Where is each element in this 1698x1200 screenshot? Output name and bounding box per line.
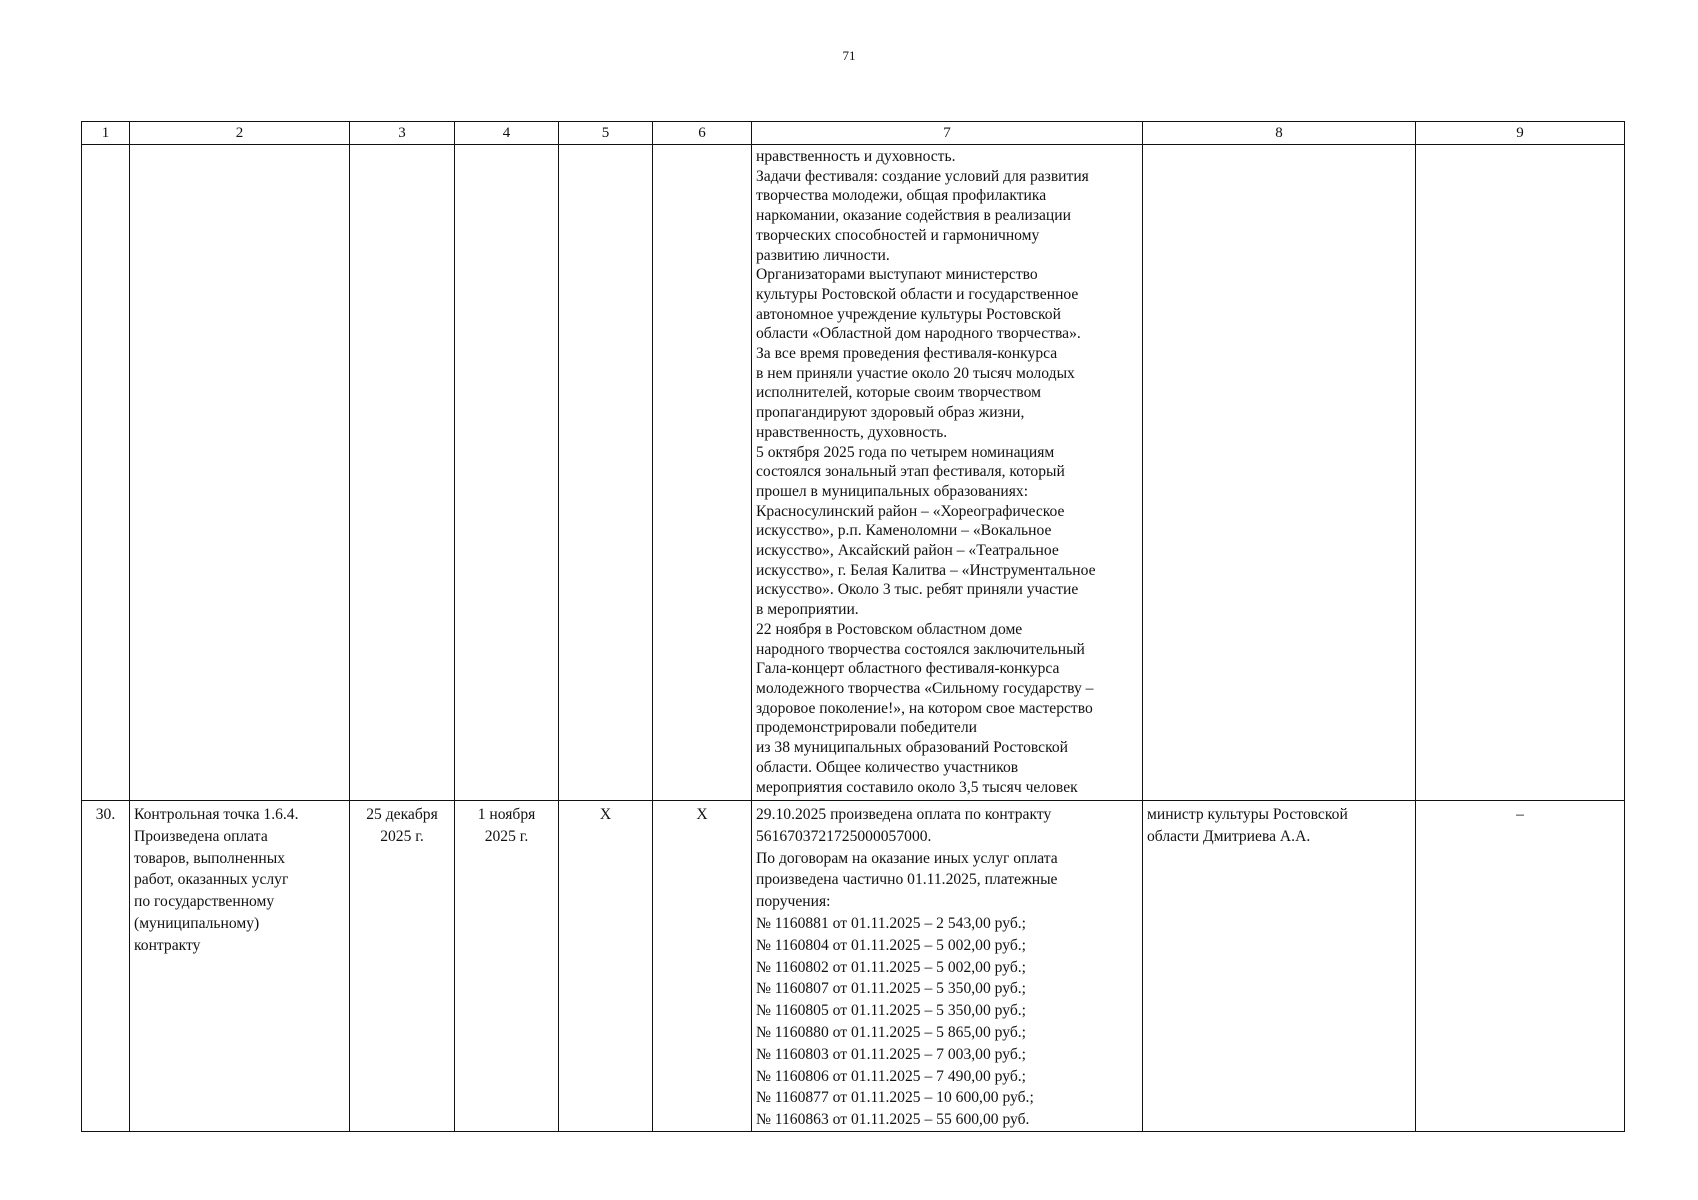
- text-line: наркомании, оказание содействия в реализации: [756, 207, 1071, 225]
- cell-empty: [130, 145, 350, 801]
- column-header-1: 1: [82, 122, 130, 145]
- text-line: произведена частично 01.11.2025, платежные: [756, 871, 1058, 889]
- page-number: 71: [842, 48, 856, 63]
- text-line: Организаторами выступают министерство: [756, 266, 1038, 284]
- text-line: области Дмитриева А.А.: [1147, 827, 1311, 845]
- table-row-continuation: [82, 145, 1625, 801]
- text-line: № 1160806 от 01.11.2025 – 7 490,00 руб.;: [756, 1067, 1026, 1085]
- text-line: По договорам на оказание иных услуг оплата: [756, 849, 1058, 867]
- text-line: мероприятия составило около 3,5 тысяч человек: [756, 778, 1078, 796]
- report-table: [81, 121, 1625, 1132]
- text-line: 1 ноября: [477, 806, 536, 823]
- text-line: прошел в муниципальных образованиях:: [756, 482, 1029, 500]
- cell-empty: [653, 145, 752, 801]
- text-line: из 38 муниципальных образований Ростовской: [756, 739, 1068, 757]
- text-line: № 1160802 от 01.11.2025 – 5 002,00 руб.;: [756, 958, 1026, 976]
- text-line: пропагандируют здоровый образ жизни,: [756, 404, 1025, 422]
- text-line: автономное учреждение культуры Ростовской: [756, 305, 1061, 323]
- text-line: области «Областной дом народного творчества».: [756, 325, 1081, 343]
- text-line: молодежного творчества «Сильному государству –: [756, 679, 1094, 697]
- text-line: 22 ноября в Ростовском областном доме: [756, 620, 1023, 638]
- text-line: контракту: [134, 936, 201, 954]
- text-line: № 1160804 от 01.11.2025 – 5 002,00 руб.;: [756, 936, 1026, 954]
- row-number: 30.: [82, 801, 130, 1132]
- text-line: № 1160880 от 01.11.2025 – 5 865,00 руб.;: [756, 1023, 1026, 1041]
- col5-mark: X: [559, 801, 653, 1132]
- text-line: Произведена оплата: [134, 827, 268, 845]
- text-line: Красносулинский район – «Хореографическое: [756, 502, 1065, 520]
- text-line: (муниципальному): [134, 914, 260, 932]
- continuation-text-cell: [752, 145, 1143, 801]
- text-line: народного творчества состоялся заключительный: [756, 640, 1085, 658]
- text-line: 25 декабря: [366, 806, 438, 823]
- cell-empty: [350, 145, 455, 801]
- cell-empty: [1143, 145, 1416, 801]
- cell-empty: [559, 145, 653, 801]
- cell-empty: [455, 145, 559, 801]
- text-line: № 1160863 от 01.11.2025 – 55 600,00 руб.: [756, 1111, 1030, 1129]
- cell-empty: [1416, 145, 1625, 801]
- text-line: Задачи фестиваля: создание условий для развития: [756, 167, 1089, 185]
- text-line: 29.10.2025 произведена оплата по контракту: [756, 806, 1052, 823]
- text-line: № 1160807 от 01.11.2025 – 5 350,00 руб.;: [756, 980, 1026, 998]
- column-header-3: 3: [350, 122, 455, 145]
- text-line: 5616703721725000057000.: [756, 827, 932, 845]
- text-line: состоялся зональный этап фестиваля, который: [756, 463, 1065, 481]
- text-line: товаров, выполненных: [134, 849, 286, 867]
- text-line: 2025 г.: [380, 827, 424, 845]
- text-line: в нем приняли участие около 20 тысяч молодых: [756, 364, 1075, 382]
- text-line: № 1160803 от 01.11.2025 – 7 003,00 руб.;: [756, 1045, 1026, 1063]
- text-line: поручения:: [756, 893, 831, 911]
- col9-dash: –: [1416, 801, 1625, 1132]
- checkpoint-description: [130, 801, 350, 1132]
- text-line: нравственность и духовность.: [756, 148, 956, 165]
- text-line: Гала-концерт областного фестиваля-конкурса: [756, 660, 1060, 678]
- column-header-2: 2: [130, 122, 350, 145]
- text-line: развитию личности.: [756, 246, 890, 264]
- text-line: 5 октября 2025 года по четырем номинациям: [756, 443, 1055, 461]
- text-line: в мероприятии.: [756, 601, 859, 619]
- text-line: министр культуры Ростовской: [1147, 806, 1348, 823]
- text-line: искусство», г. Белая Калитва – «Инструментальное: [756, 561, 1096, 579]
- text-line: искусство», Аксайский район – «Театральное: [756, 542, 1059, 560]
- column-header-4: 4: [455, 122, 559, 145]
- cell-empty: [82, 145, 130, 801]
- continuation-text: [752, 145, 1142, 799]
- text-line: Контрольная точка 1.6.4.: [134, 806, 299, 823]
- col6-mark: X: [653, 801, 752, 1132]
- payment-details: [752, 801, 1143, 1132]
- text-line: 2025 г.: [484, 827, 529, 845]
- column-header-8: 8: [1143, 122, 1416, 145]
- column-header-5: 5: [559, 122, 653, 145]
- planned-date: [350, 801, 455, 1132]
- text-line: работ, оказанных услуг: [134, 871, 289, 889]
- text-line: исполнителей, которые своим творчеством: [756, 384, 1042, 402]
- column-header-9: 9: [1416, 122, 1625, 145]
- text-line: искусство», р.п. Каменоломни – «Вокальное: [756, 522, 1052, 540]
- responsible-person: [1143, 801, 1416, 1132]
- text-line: области. Общее количество участников: [756, 758, 1019, 776]
- text-line: № 1160881 от 01.11.2025 – 2 543,00 руб.;: [756, 914, 1026, 932]
- text-line: по государственному: [134, 893, 275, 911]
- text-line: культуры Ростовской области и государственное: [756, 285, 1079, 303]
- text-line: За все время проведения фестиваля-конкурса: [756, 345, 1058, 363]
- text-line: № 1160877 от 01.11.2025 – 10 600,00 руб.;: [756, 1089, 1034, 1107]
- text-line: здоровое поколение!», на котором свое мастерство: [756, 699, 1093, 717]
- table-row-30: [82, 801, 1625, 1132]
- column-header-7: 7: [752, 122, 1143, 145]
- text-line: продемонстрировали победители: [756, 719, 977, 737]
- text-line: творческих способностей и гармоничному: [756, 226, 1040, 244]
- text-line: искусство». Около 3 тыс. ребят приняли участие: [756, 581, 1079, 599]
- text-line: № 1160805 от 01.11.2025 – 5 350,00 руб.;: [756, 1002, 1026, 1020]
- actual-date: [455, 801, 559, 1132]
- text-line: нравственность, духовность.: [756, 423, 948, 441]
- column-header-6: 6: [653, 122, 752, 145]
- text-line: творчества молодежи, общая профилактика: [756, 187, 1047, 205]
- header-row: [82, 122, 1625, 145]
